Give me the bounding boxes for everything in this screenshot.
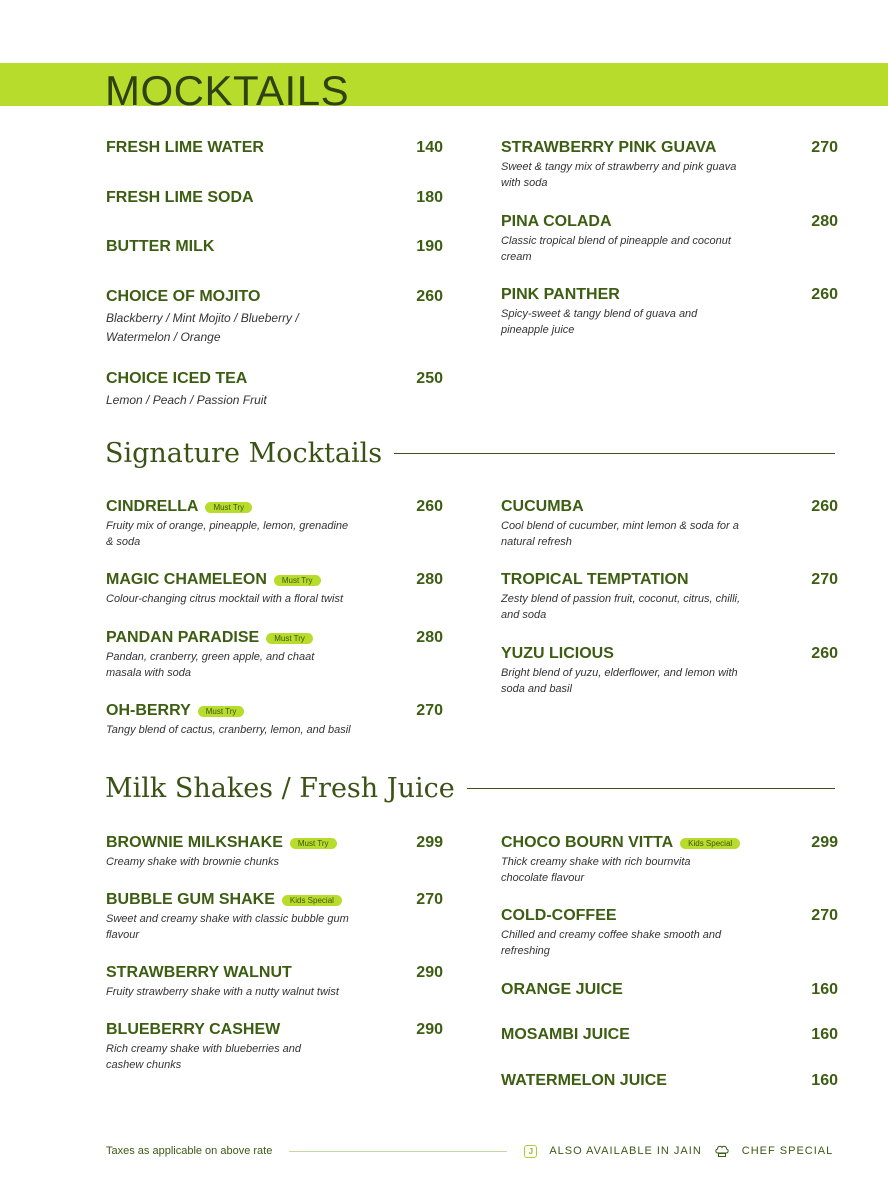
item-name: PANDAN PARADISE bbox=[106, 629, 260, 646]
menu-item bbox=[106, 890, 443, 943]
item-price: 160 bbox=[811, 1072, 838, 1089]
item-price: 280 bbox=[416, 629, 443, 646]
menu-item bbox=[106, 188, 443, 208]
menu-item bbox=[501, 497, 838, 550]
menu-item bbox=[106, 701, 443, 738]
item-name: COLD-COFFEE bbox=[501, 907, 617, 924]
must-try-badge: Must Try bbox=[198, 706, 245, 717]
item-name: CHOICE OF MOJITO bbox=[106, 288, 261, 305]
item-price: 140 bbox=[416, 139, 443, 156]
item-description: Classic tropical blend of pineapple and coconut cream bbox=[501, 235, 731, 263]
item-price: 260 bbox=[811, 645, 838, 662]
item-description: Pandan, cranberry, green apple, and chaat masala with soda bbox=[106, 651, 315, 679]
item-price: 299 bbox=[416, 834, 443, 851]
chef-special-label: CHEF SPECIAL bbox=[741, 1145, 834, 1157]
item-name: ORANGE JUICE bbox=[501, 981, 623, 998]
item-name: TROPICAL TEMPTATION bbox=[501, 571, 689, 588]
menu-item bbox=[106, 138, 443, 158]
section-title: Signature Mocktails bbox=[105, 438, 383, 469]
item-price: 190 bbox=[416, 238, 443, 255]
item-price: 270 bbox=[416, 702, 443, 719]
item-name: BUBBLE GUM SHAKE bbox=[106, 891, 275, 908]
item-price: 260 bbox=[811, 286, 838, 303]
menu-item bbox=[106, 833, 443, 870]
item-name: STRAWBERRY PINK GUAVA bbox=[501, 139, 717, 156]
item-name: PINK PANTHER bbox=[501, 286, 620, 303]
item-name: MOSAMBI JUICE bbox=[501, 1026, 630, 1043]
item-name: STRAWBERRY WALNUT bbox=[106, 964, 292, 981]
menu-item bbox=[106, 497, 443, 550]
section-divider bbox=[467, 788, 835, 789]
item-price: 290 bbox=[416, 1021, 443, 1038]
section-title: Milk Shakes / Fresh Juice bbox=[105, 773, 455, 804]
item-name: CINDRELLA bbox=[106, 498, 199, 515]
menu-item bbox=[106, 570, 443, 607]
item-name: MAGIC CHAMELEON bbox=[106, 571, 267, 588]
footer-divider bbox=[289, 1151, 507, 1152]
section-header-shakes bbox=[105, 773, 835, 804]
menu-item bbox=[106, 1020, 443, 1073]
item-name: OH-BERRY bbox=[106, 702, 191, 719]
item-description: Sweet and creamy shake with classic bubble gum flavour bbox=[106, 913, 349, 941]
item-price: 280 bbox=[416, 571, 443, 588]
item-price: 270 bbox=[811, 907, 838, 924]
item-description: Blackberry / Mint Mojito / Blueberry / Watermelon / Orange bbox=[106, 311, 299, 344]
item-price: 250 bbox=[416, 370, 443, 387]
menu-item bbox=[501, 980, 838, 1000]
item-price: 270 bbox=[811, 139, 838, 156]
page-title: MOCKTAILS bbox=[105, 67, 350, 114]
item-name: FRESH LIME WATER bbox=[106, 139, 264, 156]
item-description: Thick creamy shake with rich bournvita chocolate flavour bbox=[501, 856, 691, 884]
item-name: PINA COLADA bbox=[501, 213, 612, 230]
item-name: BLUEBERRY CASHEW bbox=[106, 1021, 281, 1038]
menu-item bbox=[106, 963, 443, 1000]
item-price: 260 bbox=[416, 288, 443, 305]
item-description: Chilled and creamy coffee shake smooth and refreshing bbox=[501, 929, 722, 957]
item-name: CUCUMBA bbox=[501, 498, 584, 515]
item-description: Cool blend of cucumber, mint lemon & soda for a natural refresh bbox=[501, 520, 739, 548]
must-try-badge: Must Try bbox=[274, 575, 321, 586]
menu-item bbox=[501, 1025, 838, 1045]
menu-item bbox=[501, 833, 838, 886]
item-description: Creamy shake with brownie chunks bbox=[106, 856, 280, 868]
item-description: Fruity mix of orange, pineapple, lemon, grenadine & soda bbox=[106, 520, 349, 548]
item-price: 160 bbox=[811, 981, 838, 998]
must-try-badge: Must Try bbox=[205, 502, 252, 513]
item-description: Bright blend of yuzu, elderflower, and lemon with soda and basil bbox=[501, 667, 738, 695]
item-description: Sweet & tangy mix of strawberry and pink guava with soda bbox=[501, 161, 737, 189]
chef-hat-icon bbox=[714, 1143, 730, 1159]
item-price: 260 bbox=[811, 498, 838, 515]
menu-item bbox=[501, 1071, 838, 1091]
must-try-badge: Must Try bbox=[290, 838, 337, 849]
item-name: WATERMELON JUICE bbox=[501, 1072, 667, 1089]
item-name: FRESH LIME SODA bbox=[106, 189, 254, 206]
footer bbox=[106, 1143, 836, 1159]
jain-icon: J bbox=[524, 1145, 537, 1158]
menu-item bbox=[106, 287, 443, 347]
item-price: 160 bbox=[811, 1026, 838, 1043]
item-price: 270 bbox=[811, 571, 838, 588]
item-description: Spicy-sweet & tangy blend of guava and pineapple juice bbox=[501, 308, 698, 336]
menu-item bbox=[501, 285, 838, 338]
menu-item bbox=[106, 369, 443, 410]
item-price: 290 bbox=[416, 964, 443, 981]
item-price: 280 bbox=[811, 213, 838, 230]
menu-item bbox=[106, 237, 443, 257]
menu-item bbox=[501, 906, 838, 959]
menu-item bbox=[501, 570, 838, 623]
item-name: YUZU LICIOUS bbox=[501, 645, 614, 662]
menu-item bbox=[501, 212, 838, 265]
item-name: BROWNIE MILKSHAKE bbox=[106, 834, 283, 851]
menu-item bbox=[501, 138, 838, 191]
item-name: CHOICE ICED TEA bbox=[106, 370, 248, 387]
kids-special-badge: Kids Special bbox=[680, 838, 740, 849]
item-description: Zesty blend of passion fruit, coconut, citrus, chilli, and soda bbox=[501, 593, 741, 621]
menu-item bbox=[106, 628, 443, 681]
item-price: 180 bbox=[416, 189, 443, 206]
jain-label: ALSO AVAILABLE IN JAIN bbox=[549, 1145, 702, 1157]
item-description: Rich creamy shake with blueberries and cashew chunks bbox=[106, 1043, 302, 1071]
item-name: CHOCO BOURN VITTA bbox=[501, 834, 674, 851]
item-price: 260 bbox=[416, 498, 443, 515]
item-price: 299 bbox=[811, 834, 838, 851]
section-header-signature bbox=[105, 438, 835, 469]
must-try-badge: Must Try bbox=[266, 633, 313, 644]
section-divider bbox=[394, 453, 835, 454]
kids-special-badge: Kids Special bbox=[282, 895, 342, 906]
item-description: Lemon / Peach / Passion Fruit bbox=[106, 393, 267, 407]
item-description: Colour-changing citrus mocktail with a floral twist bbox=[106, 593, 343, 605]
menu-item bbox=[501, 644, 838, 697]
item-description: Tangy blend of cactus, cranberry, lemon, and basil bbox=[106, 724, 351, 736]
item-price: 270 bbox=[416, 891, 443, 908]
item-description: Fruity strawberry shake with a nutty walnut twist bbox=[106, 986, 339, 998]
tax-note: Taxes as applicable on above rate bbox=[106, 1145, 273, 1157]
item-name: BUTTER MILK bbox=[106, 238, 215, 255]
